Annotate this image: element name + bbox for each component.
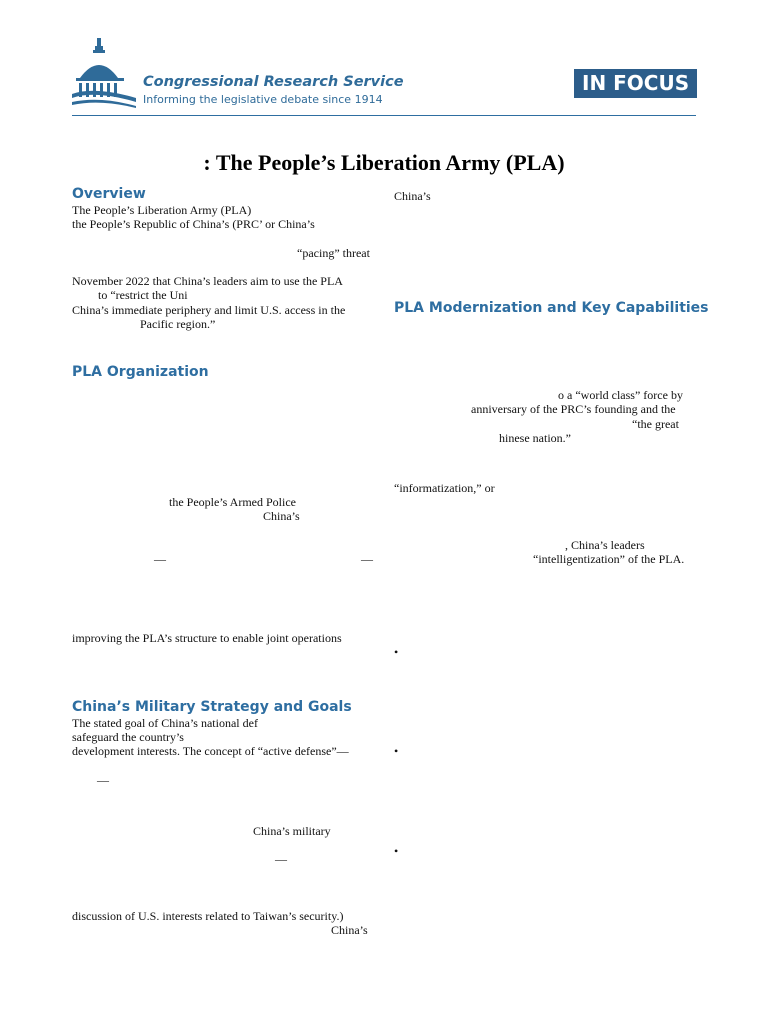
overview-line-5: to “restrict the Uni [98, 288, 188, 302]
modernization-line-5: “informatization,” or [394, 481, 495, 495]
bullet-3: • [394, 844, 399, 858]
strategy-dash-2: — [275, 852, 287, 866]
strategy-line-2: safeguard the country’s [72, 730, 184, 744]
strategy-line-4: China’s military [253, 824, 331, 838]
modernization-line-6: , China’s leaders [565, 538, 645, 552]
header-divider [72, 115, 696, 116]
overview-line-1: The People’s Liberation Army (PLA) [72, 203, 252, 217]
organization-dash-1: — [154, 552, 166, 566]
bullet-1: • [394, 645, 399, 659]
in-focus-badge: IN FOCUS [574, 69, 697, 98]
organization-line-2: China’s [263, 509, 300, 523]
organization-line-1: the People’s Armed Police [169, 495, 296, 509]
strategy-line-5: discussion of U.S. interests related to Taiwan’s security.) [72, 909, 344, 923]
organization-dash-2: — [361, 552, 373, 566]
modernization-line-7: “intelligentization” of the PLA. [533, 552, 685, 566]
crs-logo-icon [70, 36, 140, 110]
modernization-line-3: “the great [632, 417, 679, 431]
modernization-line-4: hinese nation.” [499, 431, 571, 445]
overview-line-3: “pacing” threat [297, 246, 370, 260]
organization-line-3: improving the PLA’s structure to enable joint operations [72, 631, 342, 645]
overview-line-4: November 2022 that China’s leaders aim to use the PLA [72, 274, 343, 288]
bullet-2: • [394, 744, 399, 758]
right-line-1: China’s [394, 189, 431, 203]
overview-line-6: China’s immediate periphery and limit U.S. access in the [72, 303, 346, 317]
organization-heading: PLA Organization [72, 364, 209, 380]
modernization-line-1: o a “world class” force by [558, 388, 683, 402]
strategy-heading: China’s Military Strategy and Goals [72, 699, 352, 715]
strategy-line-1: The stated goal of China’s national def [72, 716, 258, 730]
strategy-dash-1: — [97, 773, 109, 787]
modernization-line-2: anniversary of the PRC’s founding and the [471, 402, 676, 416]
org-name: Congressional Research Service [143, 74, 404, 90]
strategy-line-6: China’s [331, 923, 368, 937]
org-tagline: Informing the legislative debate since 1914 [143, 93, 383, 106]
strategy-line-3: development interests. The concept of “active defense”— [72, 744, 349, 758]
overview-line-7: Pacific region.” [140, 317, 216, 331]
page-title: : The People’s Liberation Army (PLA) [203, 150, 565, 175]
overview-line-2: the People’s Republic of China’s (PRC’ or China’s [72, 217, 315, 231]
overview-heading: Overview [72, 186, 146, 202]
modernization-heading: PLA Modernization and Key Capabilities [394, 300, 709, 316]
